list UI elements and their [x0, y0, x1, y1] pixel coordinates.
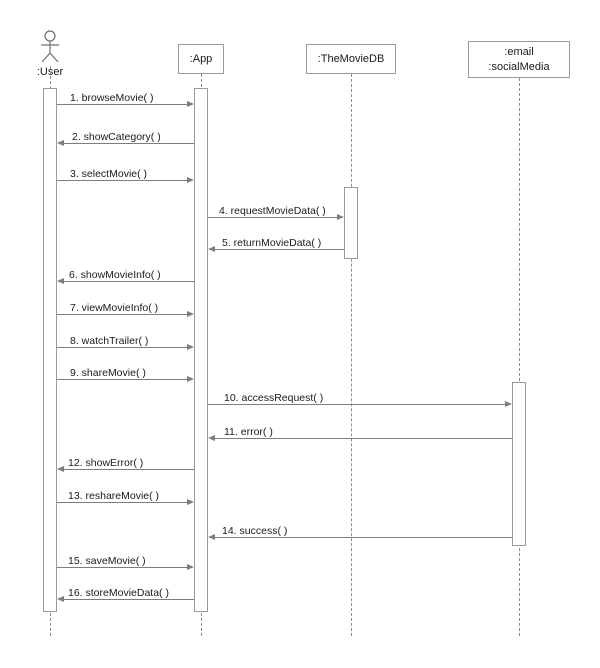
- message-arrowhead-1: [187, 101, 194, 107]
- message-line-14[interactable]: [215, 537, 512, 538]
- message-label-11: 11. error( ): [224, 426, 273, 438]
- message-line-12[interactable]: [64, 469, 194, 470]
- message-arrowhead-9: [187, 376, 194, 382]
- message-arrowhead-5: [208, 246, 215, 252]
- message-arrowhead-4: [337, 214, 344, 220]
- message-arrowhead-13: [187, 499, 194, 505]
- message-label-8: 8. watchTrailer( ): [70, 335, 149, 347]
- message-label-9: 9. shareMovie( ): [70, 367, 146, 379]
- message-label-10: 10. accessRequest( ): [224, 392, 324, 404]
- message-label-1: 1. browseMovie( ): [70, 92, 154, 104]
- activation-bar-user: [43, 88, 57, 612]
- message-line-8[interactable]: [57, 347, 187, 348]
- message-line-11[interactable]: [215, 438, 512, 439]
- participant-label-socialmedia: :socialMedia: [488, 60, 550, 73]
- participant-label-app: :App: [189, 52, 213, 65]
- participant-head-socialmedia[interactable]: [468, 41, 570, 78]
- participant-label-themoviedb: :TheMovieDB: [317, 52, 385, 65]
- message-arrowhead-3: [187, 177, 194, 183]
- message-label-6: 6. showMovieInfo( ): [69, 269, 161, 281]
- message-label-3: 3. selectMovie( ): [70, 168, 148, 180]
- lifeline-themoviedb: [351, 74, 352, 636]
- message-label-14: 14. success( ): [222, 525, 288, 537]
- participant-head-app[interactable]: [178, 44, 224, 74]
- message-arrowhead-16: [57, 596, 64, 602]
- activation-bar-themoviedb: [344, 187, 358, 259]
- message-arrowhead-15: [187, 564, 194, 570]
- message-line-4[interactable]: [208, 217, 337, 218]
- message-arrowhead-10: [505, 401, 512, 407]
- message-line-16[interactable]: [64, 599, 194, 600]
- activation-bar-socialmedia: [512, 382, 526, 546]
- message-line-1[interactable]: [57, 104, 187, 105]
- message-label-5: 5. returnMovieData( ): [222, 237, 322, 249]
- message-label-7: 7. viewMovieInfo( ): [70, 302, 159, 314]
- actor-stick-figure-icon: [37, 30, 63, 64]
- message-arrowhead-14: [208, 534, 215, 540]
- lifeline-socialmedia: [519, 78, 520, 636]
- message-arrowhead-7: [187, 311, 194, 317]
- message-arrowhead-12: [57, 466, 64, 472]
- message-label-13: 13. reshareMovie( ): [68, 490, 160, 502]
- participant-label-email: :email: [504, 45, 534, 58]
- message-line-10[interactable]: [208, 404, 505, 405]
- message-label-4: 4. requestMovieData( ): [219, 205, 326, 217]
- message-label-2: 2. showCategory( ): [72, 131, 161, 143]
- message-line-13[interactable]: [57, 502, 187, 503]
- message-arrowhead-6: [57, 278, 64, 284]
- message-line-5[interactable]: [215, 249, 344, 250]
- message-arrowhead-8: [187, 344, 194, 350]
- message-line-6[interactable]: [64, 281, 194, 282]
- message-line-2[interactable]: [64, 143, 194, 144]
- message-label-12: 12. showError( ): [68, 457, 144, 469]
- message-arrowhead-11: [208, 435, 215, 441]
- message-label-15: 15. saveMovie( ): [68, 555, 146, 567]
- message-arrowhead-2: [57, 140, 64, 146]
- message-line-9[interactable]: [57, 379, 187, 380]
- participant-head-themoviedb[interactable]: [306, 44, 396, 74]
- message-line-3[interactable]: [57, 180, 187, 181]
- message-label-16: 16. storeMovieData( ): [68, 587, 169, 599]
- message-line-15[interactable]: [57, 567, 187, 568]
- message-line-7[interactable]: [57, 314, 187, 315]
- participant-label-user: ﻿:User: [36, 66, 64, 78]
- activation-bar-app: [194, 88, 208, 612]
